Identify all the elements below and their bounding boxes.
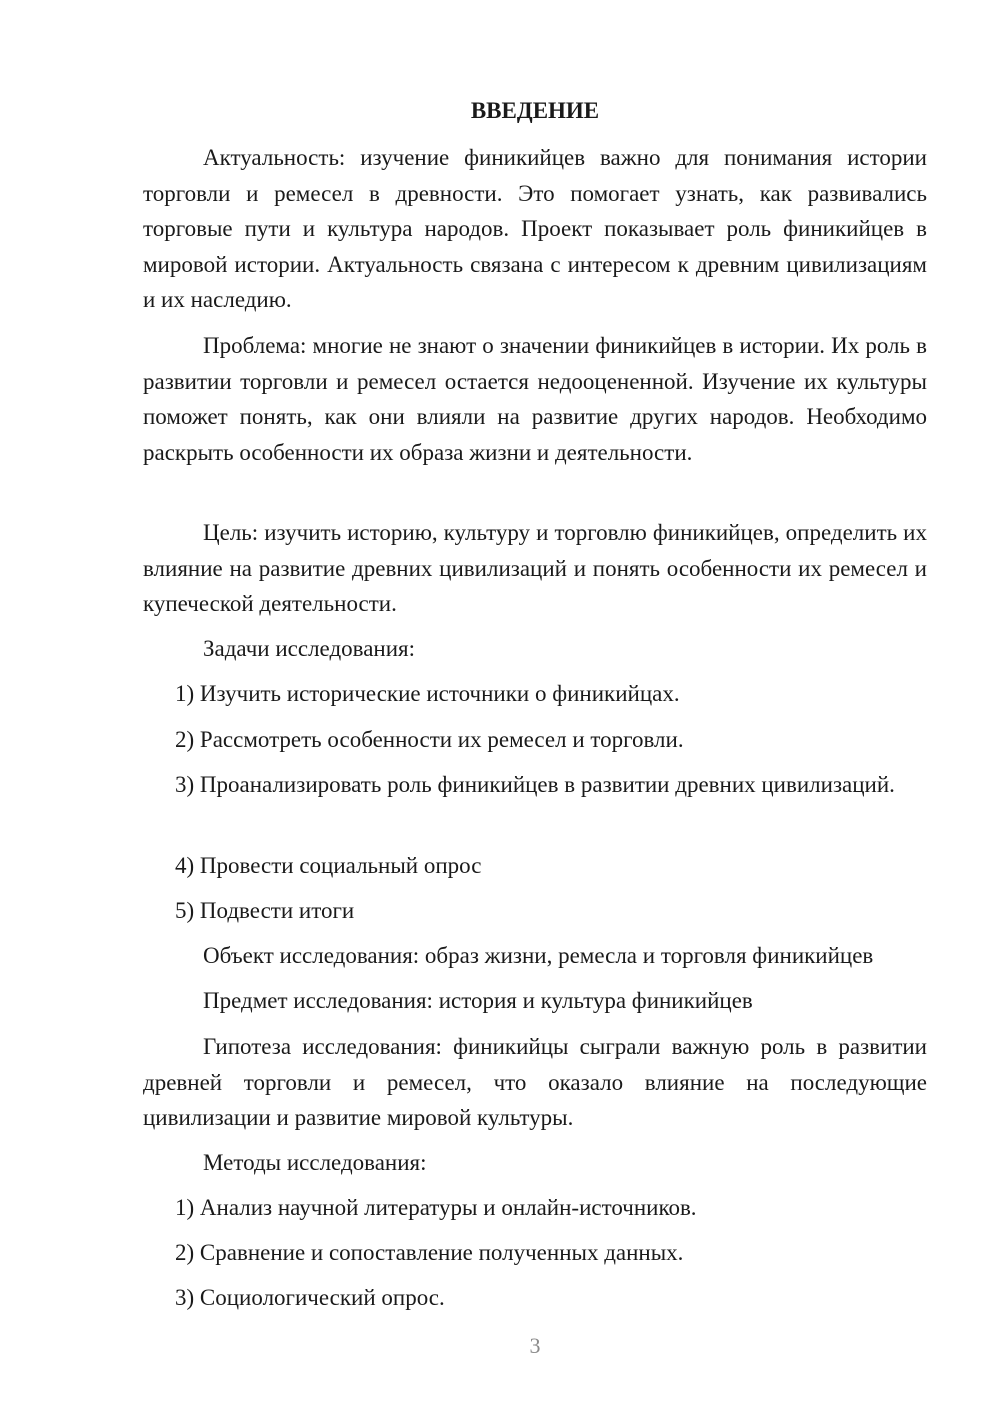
task-item: 2) Рассмотреть особенности их ремесел и торговли. bbox=[175, 727, 684, 752]
task-item: 3) Проанализировать роль финикийцев в развитии древних цивилизаций. bbox=[175, 772, 895, 797]
tasks-title: Задачи исследования: bbox=[203, 636, 416, 661]
subject-paragraph: Предмет исследования: история и культура финикийцев bbox=[203, 988, 753, 1013]
goal-paragraph: Цель: изучить историю, культуру и торговлю финикийцев, определить их влияние на развитие древних цивилизаций и понять особенности их ремесел и купеческой деятельности. bbox=[143, 520, 927, 617]
object-paragraph: Объект исследования: образ жизни, ремесла и торговля финикийцев bbox=[203, 943, 874, 968]
method-item: 1) Анализ научной литературы и онлайн-источников. bbox=[175, 1195, 697, 1220]
method-item: 3) Социологический опрос. bbox=[175, 1285, 445, 1310]
page-number: 3 bbox=[529, 1333, 541, 1358]
task-item: 5) Подвести итоги bbox=[175, 898, 355, 923]
method-item: 2) Сравнение и сопоставление полученных данных. bbox=[175, 1240, 684, 1265]
methods-title: Методы исследования: bbox=[203, 1150, 427, 1175]
hypothesis-paragraph: Гипотеза исследования: финикийцы сыграли важную роль в развитии древней торговли и ремесел, что оказало влияние на последующие цивилизации и развитие мировой культуры. bbox=[143, 1034, 927, 1131]
task-item: 4) Провести социальный опрос bbox=[175, 853, 482, 878]
task-item: 1) Изучить исторические источники о финикийцах. bbox=[175, 681, 680, 706]
relevance-paragraph: Актуальность: изучение финикийцев важно для понимания истории торговли и ремесел в древности. Это помогает узнать, как развивались торговые пути и культура народов. Проект показывает роль финикийцев в мировой истории. Актуальность связана с интересом к древним цивилизациям и их наследию. bbox=[143, 145, 927, 313]
page-heading: ВВЕДЕНИЕ bbox=[470, 98, 600, 123]
problem-paragraph: Проблема: многие не знают о значении финикийцев в истории. Их роль в развитии торговли и ремесел остается недооцененной. Изучение их культуры поможет понять, как они влияли на развитие других народов. Необходимо раскрыть особенности их образа жизни и деятельности. bbox=[143, 333, 927, 465]
